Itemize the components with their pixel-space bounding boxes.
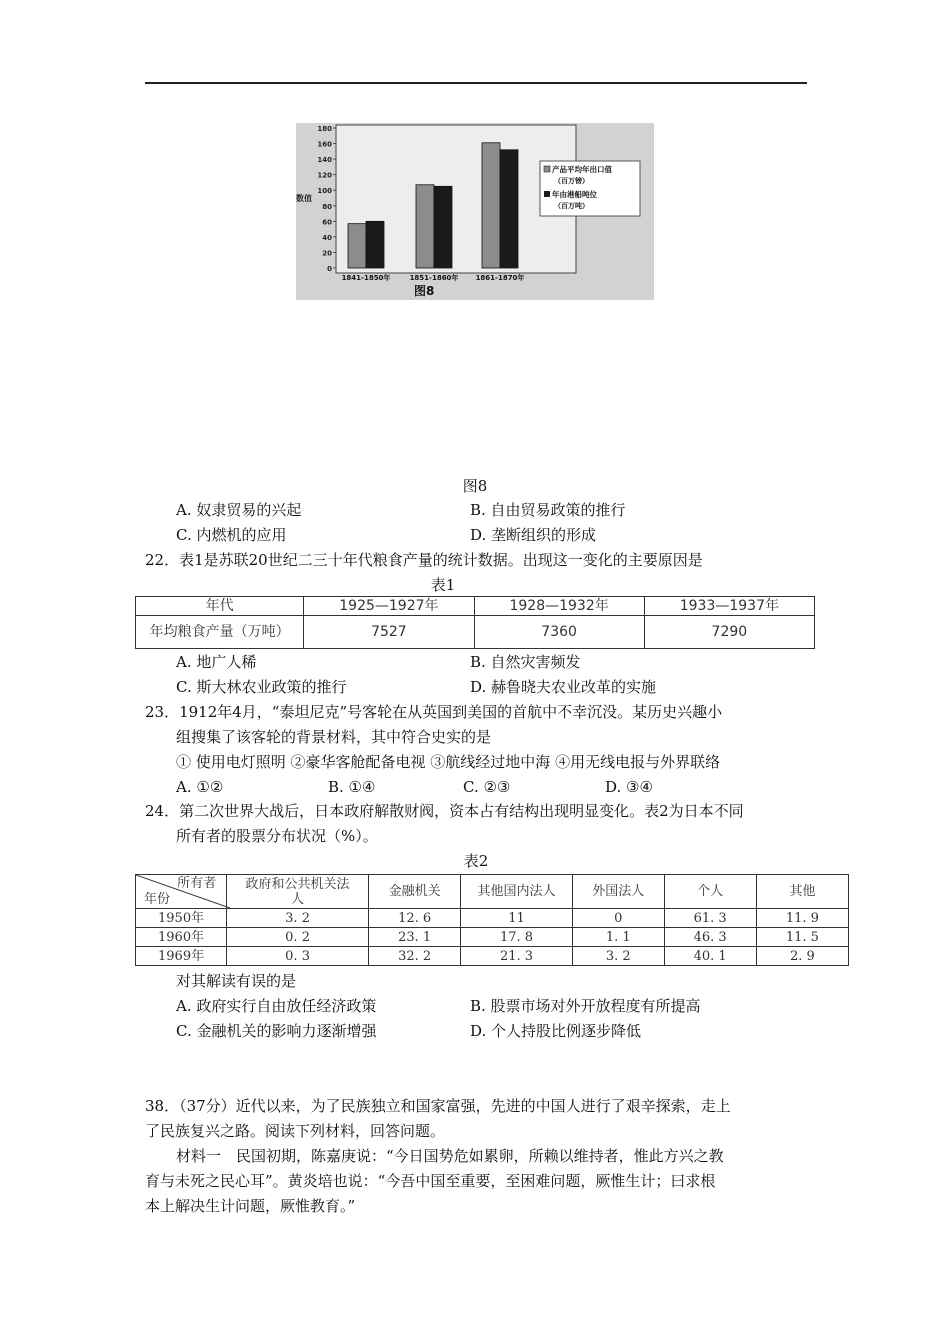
table-1-title: 表1: [430, 576, 456, 594]
bar-2-1: [366, 221, 384, 268]
table-2-cell: 2. 9: [756, 947, 848, 966]
table-2-cell: 40. 1: [664, 947, 756, 966]
table-2-cell: 1. 1: [572, 928, 664, 947]
table-row: [136, 947, 849, 966]
table-2-col-header: 政府和公共机关法人: [227, 875, 369, 909]
q38-line3: 材料一 民国初期，陈嘉庚说：“今日国势危如累卵，所赖以维持者，惟此方兴之教: [176, 1147, 724, 1165]
table-1-header-label: 年代: [136, 597, 304, 616]
table-2-cell: 3. 2: [227, 909, 369, 928]
y-tick-label: 180: [317, 125, 332, 133]
q21-option-c[interactable]: C. 内燃机的应用: [176, 526, 287, 544]
bar-1-2: [416, 185, 434, 268]
legend-swatch-2: [544, 191, 550, 197]
table-2-cell: 21. 3: [461, 947, 573, 966]
table-2-corner: [136, 875, 227, 909]
table-1: [135, 596, 815, 649]
table-2-corner-owner: 所有者: [177, 876, 217, 891]
q22-option-c[interactable]: C. 斯大林农业政策的推行: [176, 678, 347, 696]
table-2-year: 1969年: [136, 947, 227, 966]
table-2: [135, 874, 849, 966]
chart-caption: 图8: [414, 284, 435, 298]
q21-option-a[interactable]: A. 奴隶贸易的兴起: [176, 501, 302, 519]
y-tick-label: 120: [317, 171, 332, 180]
table-2-cell: 17. 8: [461, 928, 573, 947]
table-1-header-col1: 1925—1927年: [304, 597, 474, 616]
q23-option-d[interactable]: D. ③④: [605, 778, 653, 796]
y-tick-label: 20: [322, 249, 332, 258]
q23-option-c[interactable]: C. ②③: [463, 778, 511, 796]
q21-option-d[interactable]: D. 垄断组织的形成: [470, 526, 597, 544]
q24-option-d[interactable]: D. 个人持股比例逐步降低: [470, 1022, 642, 1040]
table-2-col-header: 其他国内法人: [461, 875, 573, 909]
table-2-corner-year: 年份: [144, 892, 171, 907]
figure-8-chart: [296, 123, 654, 300]
figure-caption: 图8: [462, 477, 488, 495]
table-2-cell: 23. 1: [369, 928, 461, 947]
q22-option-a[interactable]: A. 地广人稀: [176, 653, 257, 671]
q23-stem-line1: 23．1912年4月，“泰坦尼克”号客轮在从英国到美国的首航中不幸沉没。某历史兴趣小: [145, 703, 723, 721]
table-2-cell: 11: [461, 909, 573, 928]
q38-line2: 了民族复兴之路。阅读下列材料，回答问题。: [145, 1122, 446, 1140]
q38-line5: 本上解决生计问题，厥惟教育。”: [145, 1197, 356, 1215]
bar-1-1: [348, 224, 366, 268]
x-category-label: 1841-1850年: [341, 274, 391, 282]
table-2-cell: 0: [572, 909, 664, 928]
table-2-cell: 12. 6: [369, 909, 461, 928]
q23-stem-line2: 组搜集了该客轮的背景材料，其中符合史实的是: [176, 728, 492, 746]
q38-line1: 38．（37分）近代以来，为了民族独立和国家富强，先进的中国人进行了艰辛探索，走上: [145, 1097, 731, 1115]
table-row: [136, 909, 849, 928]
bar-1-3: [482, 143, 500, 268]
y-tick-label: 140: [317, 156, 332, 165]
figure-8: [296, 123, 654, 300]
table-row: [136, 928, 849, 947]
table-2-year: 1960年: [136, 928, 227, 947]
q24-option-a[interactable]: A. 政府实行自由放任经济政策: [176, 997, 377, 1015]
q38-line4: 育与未死之民心耳”。黄炎培也说：“今吾中国至重要，至困难问题，厥惟生计；曰求根: [145, 1172, 716, 1190]
table-2-col-header: 外国法人: [572, 875, 664, 909]
x-category-label: 1861-1870年: [475, 274, 525, 282]
legend-series-2-unit: （百万吨）: [554, 202, 589, 210]
table-2-col-header: 金融机关: [369, 875, 461, 909]
q24-option-b[interactable]: B. 股票市场对外开放程度有所提高: [470, 997, 701, 1015]
table-1-header-col3: 1933—1937年: [644, 597, 814, 616]
table-2-cell: 11. 9: [756, 909, 848, 928]
y-tick-label: 160: [317, 140, 332, 149]
header-rule: [145, 82, 807, 84]
legend-swatch-1: [544, 166, 550, 172]
q22-option-d[interactable]: D. 赫鲁晓夫农业改革的实施: [470, 678, 657, 696]
table-2-cell: 46. 3: [664, 928, 756, 947]
table-1-header-col2: 1928—1932年: [474, 597, 644, 616]
table-2-col-header: 其他: [756, 875, 848, 909]
q23-items: ① 使用电灯照明 ②豪华客舱配备电视 ③航线经过地中海 ④用无线电报与外界联络: [176, 753, 721, 771]
y-axis-label: 数值: [296, 194, 312, 203]
q23-option-a[interactable]: A. ①②: [176, 778, 224, 796]
table-1-row-label: 年均粮食产量（万吨）: [136, 616, 304, 649]
table-2-year: 1950年: [136, 909, 227, 928]
y-tick-label: 80: [322, 202, 332, 211]
bar-2-3: [500, 150, 518, 268]
q22-stem: 22．表1是苏联20世纪二三十年代粮食产量的统计数据。出现这一变化的主要原因是: [145, 551, 703, 569]
y-tick-label: 60: [322, 218, 332, 227]
table-2-cell: 61. 3: [664, 909, 756, 928]
table-1-value: 7360: [474, 616, 644, 649]
legend: [540, 161, 640, 216]
q24-option-c[interactable]: C. 金融机关的影响力逐渐增强: [176, 1022, 377, 1040]
q24-stem-line2: 所有者的股票分布状况（%）。: [176, 827, 378, 845]
table-2-title: 表2: [463, 852, 489, 870]
legend-series-2-name: 年由港船吨位: [552, 190, 597, 199]
table-2-col-header: 个人: [664, 875, 756, 909]
table-1-value: 7527: [304, 616, 474, 649]
q24-prompt: 对其解读有误的是: [176, 972, 297, 990]
bar-2-2: [434, 186, 452, 268]
table-2-cell: 32. 2: [369, 947, 461, 966]
y-tick-label: 100: [317, 187, 332, 196]
table-1-value: 7290: [644, 616, 814, 649]
y-tick-label: 0: [327, 265, 332, 273]
y-tick-label: 40: [322, 233, 332, 242]
table-2-cell: 3. 2: [572, 947, 664, 966]
legend-series-1-name: 产品平均年出口值: [552, 165, 612, 174]
q22-option-b[interactable]: B. 自然灾害频发: [470, 653, 581, 671]
x-category-label: 1851-1860年: [409, 274, 459, 282]
q24-stem-line1: 24．第二次世界大战后，日本政府解散财阀，资本占有结构出现明显变化。表2为日本不同: [145, 802, 744, 820]
table-2-cell: 0. 3: [227, 947, 369, 966]
table-2-cell: 0. 2: [227, 928, 369, 947]
table-2-cell: 11. 5: [756, 928, 848, 947]
q23-option-b[interactable]: B. ①④: [328, 778, 376, 796]
legend-series-1-unit: （百万镑）: [554, 177, 589, 185]
q21-option-b[interactable]: B. 自由贸易政策的推行: [470, 501, 626, 519]
